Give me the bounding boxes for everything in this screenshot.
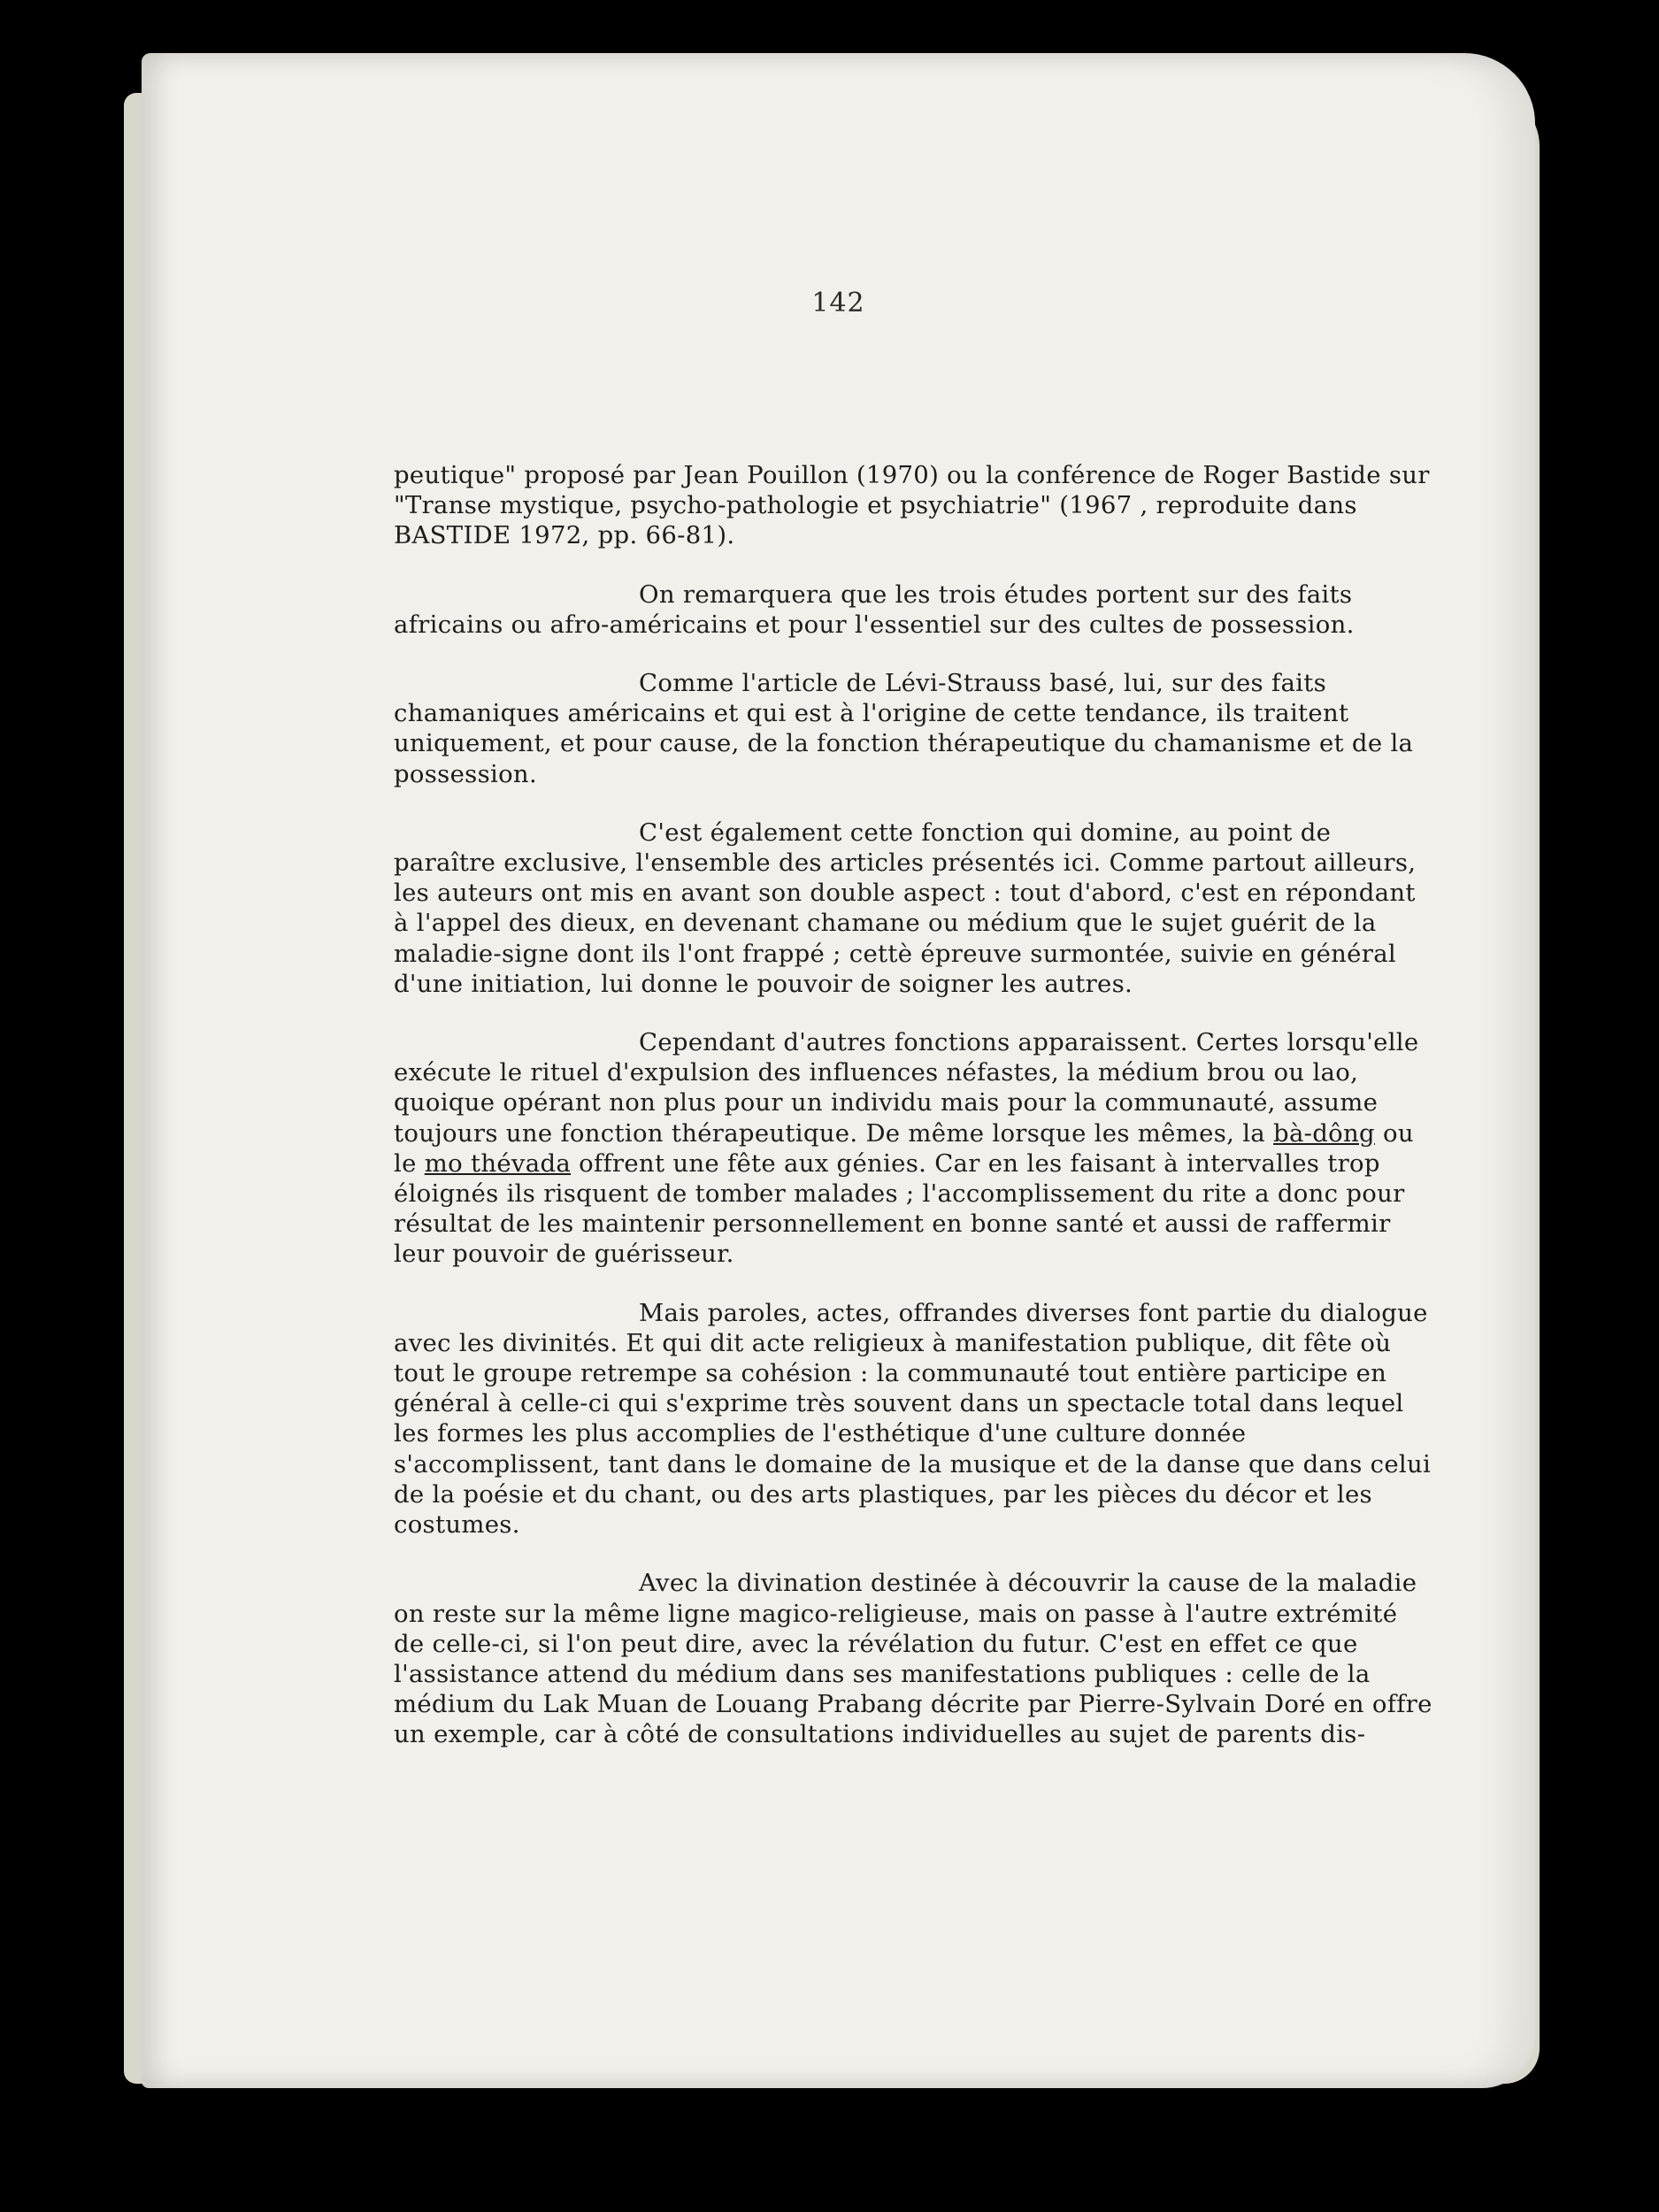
paragraph-5-text-after: offrent une fête aux génies. Car en les faisant à intervalles trop éloignés ils risquent de tomber malades ; l'accomplissement du rite a donc pour résultat de les maintenir personnellement en bonne santé et aussi de raffermir leur pouvoir de guérisseur. xyxy=(394,1148,1405,1269)
paragraph-6: Mais paroles, actes, offrandes diverses font partie du dialogue avec les divinités. Et qui dit acte religieux à manifestation publique, dit fête où tout le groupe retrempe sa cohésion : la communauté tout entière participe en général à celle-ci qui s'exprime très souvent dans un spectacle total dans lequel les formes les plus accomplies de l'esthétique d'une culture donnée s'accomplissent, tant dans le domaine de la musique et de la danse que dans celui de la poésie et du chant, ou des arts plastiques, par les pièces du décor et les costumes. xyxy=(394,1298,1432,1540)
body-text xyxy=(394,460,1433,1778)
paragraph-7: Avec la divination destinée à découvrir la cause de la maladie on reste sur la même ligne magico-religieuse, mais on passe à l'autre extrémité de celle-ci, si l'on peut dire, avec la révélation du futur. C'est en effet ce que l'assistance attend du médium dans ses manifestations publiques : celle de la médium du Lak Muan de Louang Prabang décrite par Pierre-Sylvain Doré en offre un exemple, car à côté de consultations individuelles au sujet de parents dis- xyxy=(394,1569,1432,1749)
paragraph-2: On remarquera que les trois études portent sur des faits africains ou afro-américains et pour l'essentiel sur des cultes de possession. xyxy=(394,580,1355,639)
page-number: 142 xyxy=(811,288,865,319)
paragraph-5 xyxy=(394,1027,1433,1270)
term-ba-dong: bà-dông xyxy=(1273,1118,1375,1148)
paragraph-5-text-middle: ou le xyxy=(394,1118,1414,1178)
paragraph-4: C'est également cette fonction qui domine, au point de paraître exclusive, l'ensemble des articles présentés ici. Comme partout ailleurs, les auteurs ont mis en avant son double aspect : tout d'abord, c'est en répondant à l'appel des dieux, en devenant chamane ou médium que le sujet guérit de la maladie-signe dont ils l'ont frappé ; cettè épreuve surmontée, suivie en général d'une initiation, lui donne le pouvoir de soigner les autres. xyxy=(394,818,1417,998)
paragraph-1: peutique" proposé par Jean Pouillon (1970) ou la conférence de Roger Bastide sur "Transe mystique, psycho-pathologie et psychiatrie" (1967 , reproduite dans BASTIDE 1972, pp. 66-81). xyxy=(394,461,1430,550)
term-mo-thevada: mo thévada xyxy=(424,1148,572,1178)
paragraph-5-text-before: Cependant d'autres fonctions apparaissent. Certes lorsqu'elle exécute le rituel d'expulsion des influences néfastes, la médium brou ou lao, quoique opérant non plus pour un individu mais pour la communauté, assume toujours une fonction thérapeutique. De même lorsque les mêmes, la xyxy=(394,1028,1419,1148)
paragraph-3: Comme l'article de Lévi-Strauss basé, lui, sur des faits chamaniques américains et qui est à l'origine de cette tendance, ils traitent uniquement, et pour cause, de la fonction thérapeutique du chamanisme et de la possession. xyxy=(394,669,1414,788)
